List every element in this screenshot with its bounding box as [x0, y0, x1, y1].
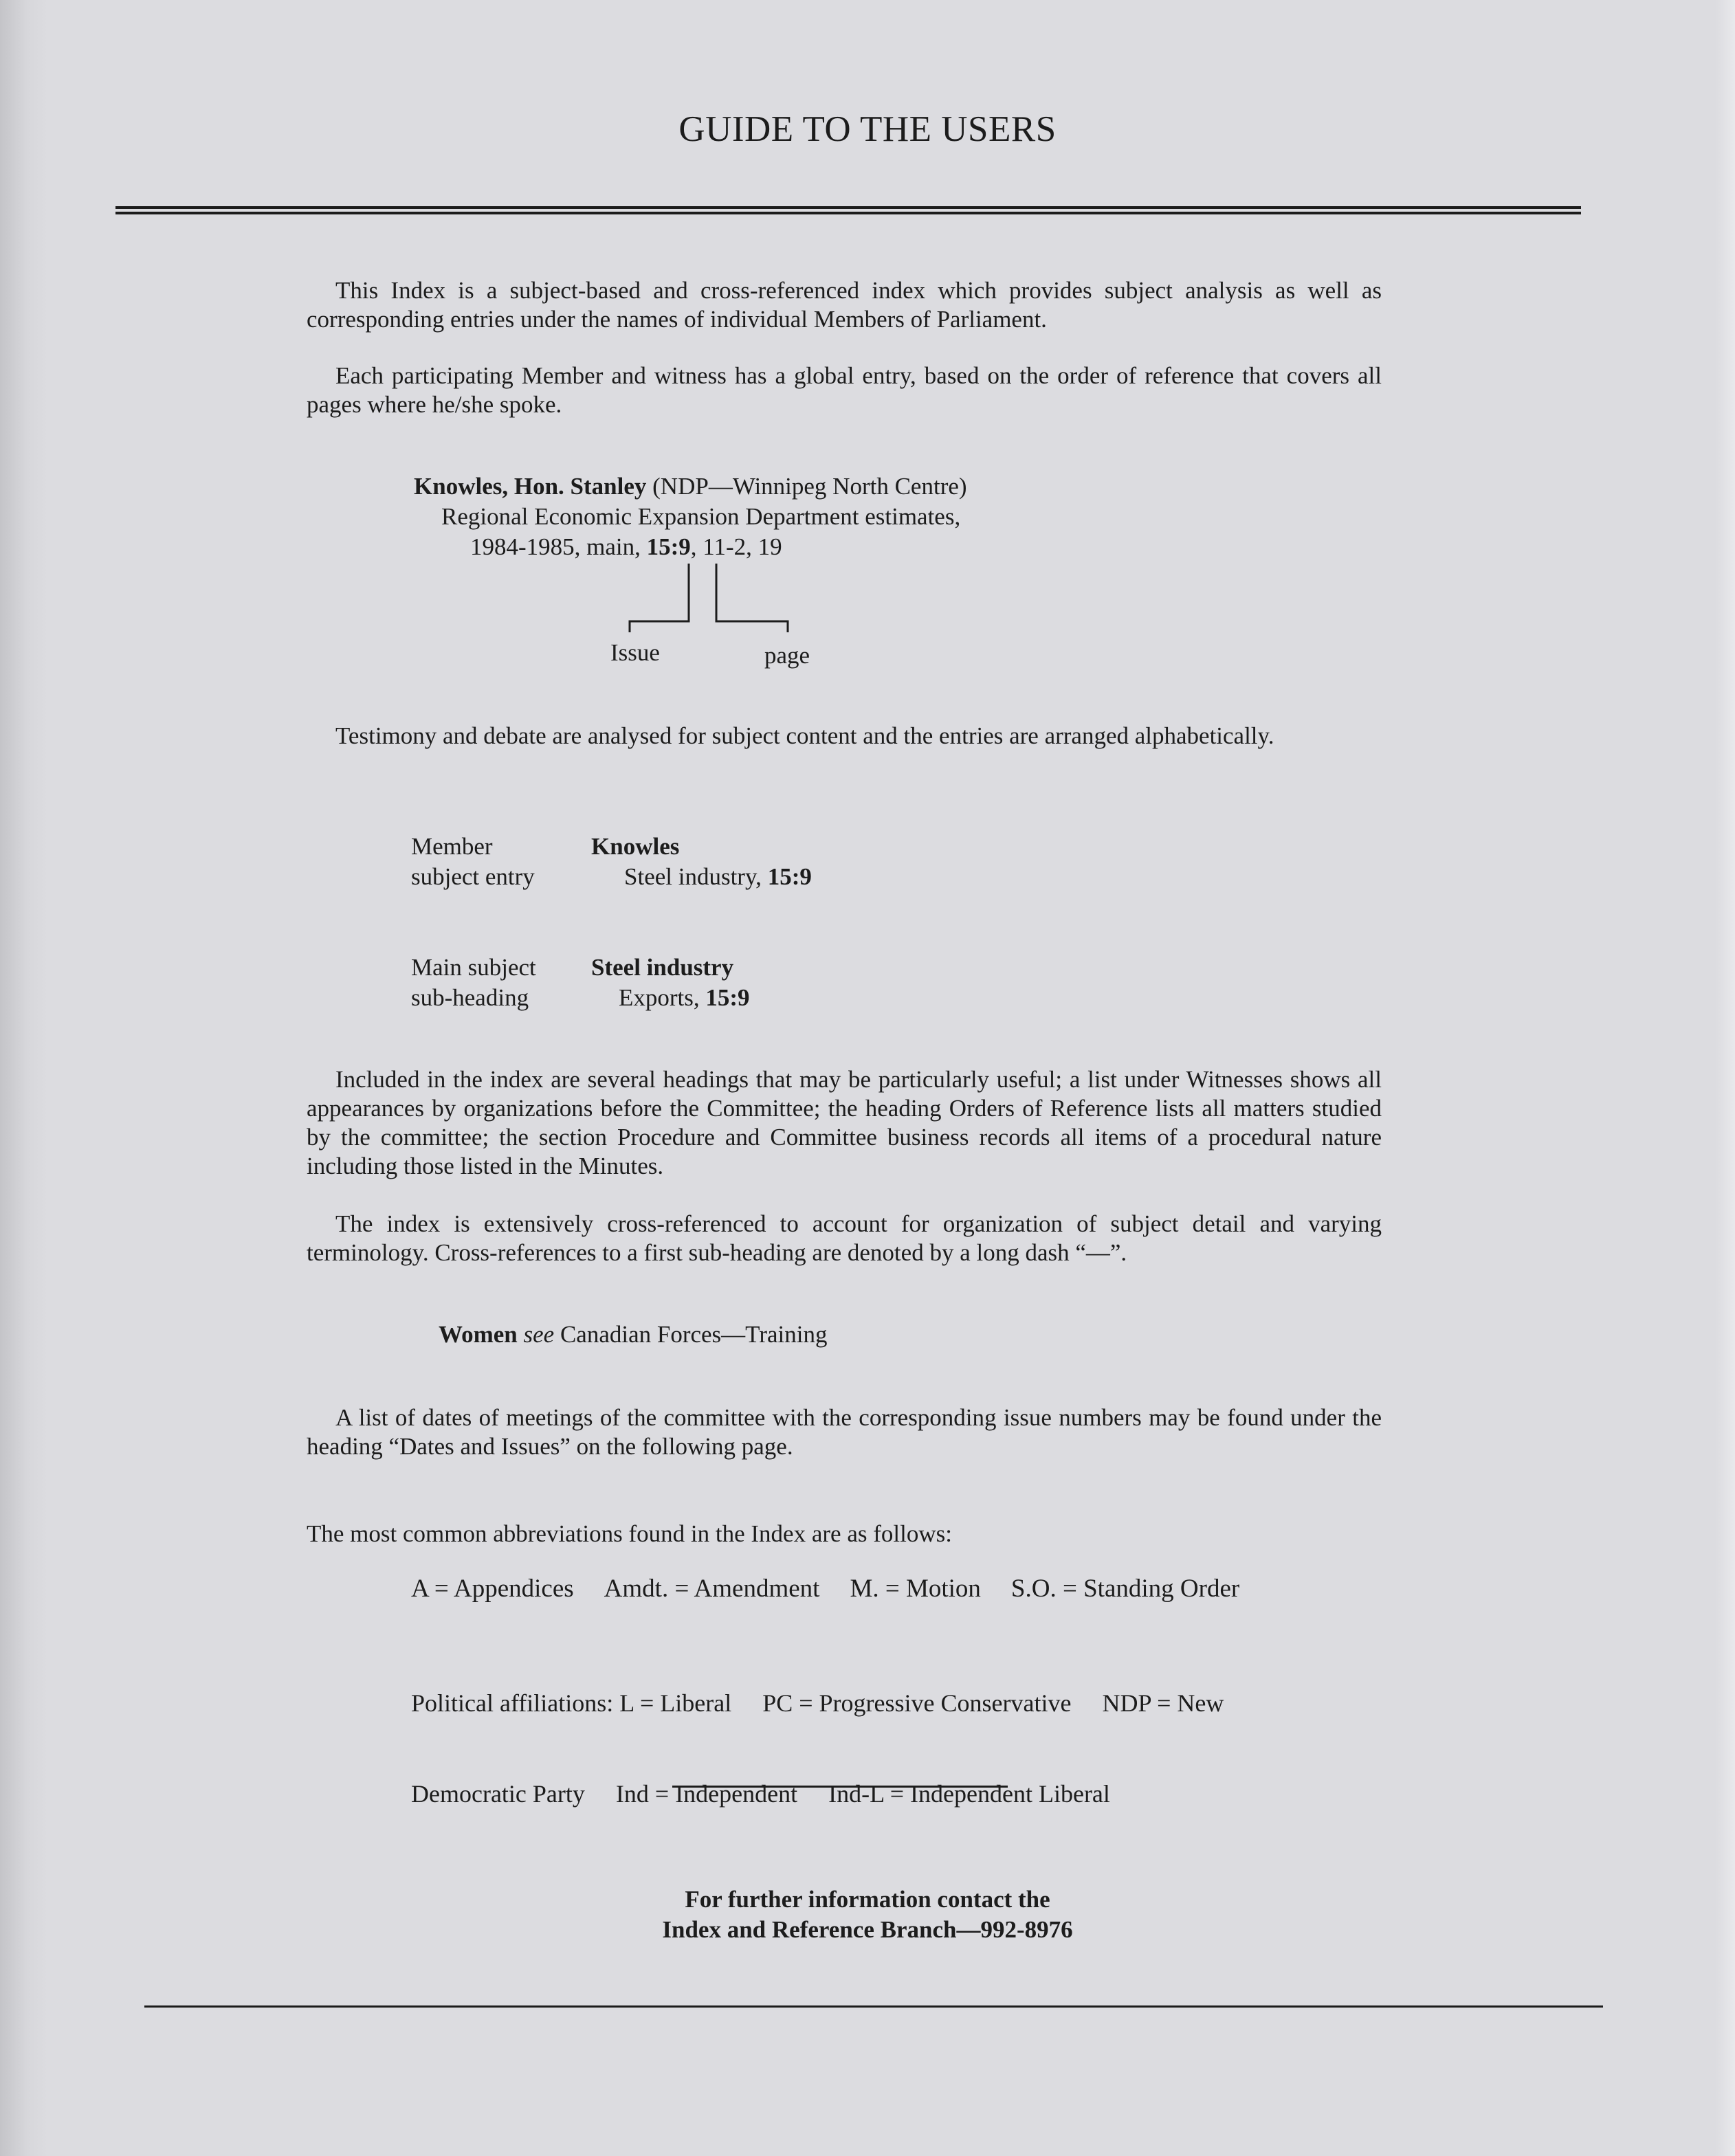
example-entry-affiliation: (NDP—Winnipeg North Centre) [652, 473, 967, 500]
abbreviations-intro: The most common abbreviations found in the Index are as follows: [307, 1520, 952, 1547]
contact-info: For further information contact the Index and Reference Branch—992-8976 [662, 1886, 1073, 1943]
page-binding-shadow [0, 0, 48, 2156]
abbreviation-item: Amdt. = Amendment [604, 1575, 820, 1603]
page-edge [1716, 0, 1735, 2156]
issue-page-bracket [612, 564, 804, 632]
example-entry-reference: 1984-1985, main, 15:9, 11-2, 19 [470, 533, 782, 560]
abbreviation-item: A = Appendices [411, 1575, 574, 1603]
testimony-paragraph: Testimony and debate are analysed for subject content and the entries are arranged alphabetically. [335, 722, 1274, 749]
political-affiliations: Political affiliations: L = Liberal PC = Progressive Conservative NDP = New Democratic Party Ind = Independent Ind-L = Independent Liberal [411, 1689, 1224, 1808]
page-label: page [764, 642, 810, 669]
see-example: Women see Canadian Forces—Training [439, 1321, 828, 1348]
dates-paragraph: A list of dates of meetings of the committee with the corresponding issue numbers may be found under the heading “Dates and Issues” on the following page. [307, 1404, 1382, 1460]
abbreviation-item: S.O. = Standing Order [1010, 1575, 1240, 1603]
abbreviation-item: M. = Motion [850, 1575, 981, 1603]
subject-example-entry: Steel industry Exports, 15:9 [591, 954, 750, 1011]
member-example-labels: Member subject entry [411, 833, 535, 890]
issue-label: Issue [610, 639, 660, 666]
intro-paragraph-1: This Index is a subject-based and cross-referenced index which provides subject analysis as well as corresponding entries under the names of individual Members of Parliament. [307, 277, 1382, 333]
included-paragraph: Included in the index are several headings that may be particularly useful; a list under Witnesses shows all appearances by organizations before the Committee; the heading Orders of Reference lists all matters studied by the committee; the section Procedure and Committee business records all items of a procedural nature including those listed in the Minutes. [307, 1066, 1382, 1179]
subject-example-labels: Main subject sub-heading [411, 954, 536, 1011]
page-title: GUIDE TO THE USERS [678, 109, 1057, 149]
member-example-entry: Knowles Steel industry, 15:9 [591, 833, 812, 890]
title-double-rule [115, 206, 1581, 214]
cross-reference-paragraph: The index is extensively cross-referenced to account for organization of subject detail and varying terminology. Cross-references to a first sub-heading are denoted by a long dash “—”. [307, 1210, 1382, 1266]
example-entry-name: Knowles, Hon. Stanley [414, 473, 647, 500]
bottom-rule [144, 2005, 1603, 2008]
example-entry [414, 471, 967, 562]
short-divider [672, 1786, 1008, 1788]
abbreviations-list [411, 1574, 1270, 1604]
example-entry-subject: Regional Economic Expansion Department estimates, [441, 503, 961, 530]
intro-paragraph-2: Each participating Member and witness has a global entry, based on the order of reference that covers all pages where he/she spoke. [307, 362, 1382, 418]
